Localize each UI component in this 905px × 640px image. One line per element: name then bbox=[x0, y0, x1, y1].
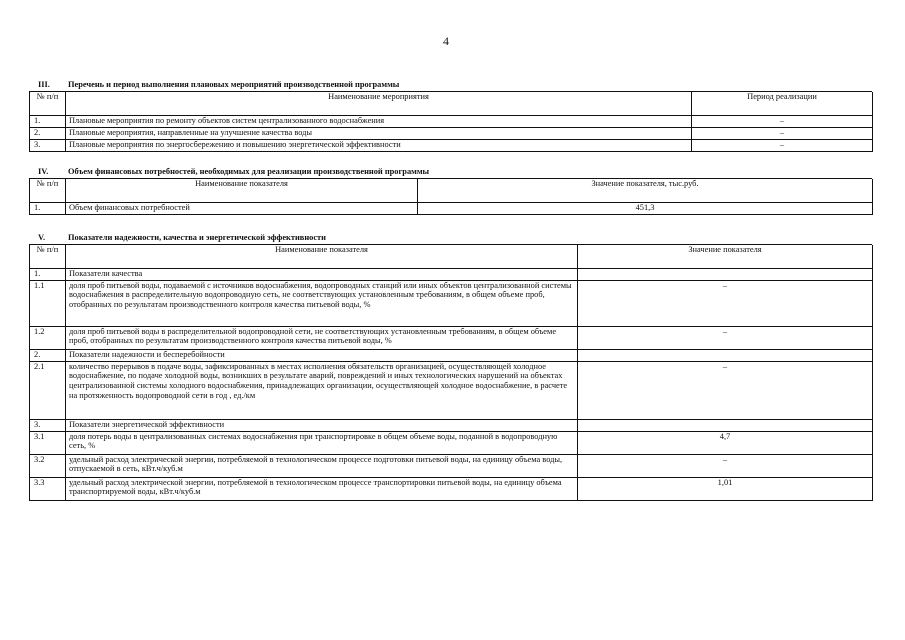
row-period: – bbox=[692, 127, 873, 139]
table-header-row bbox=[30, 179, 873, 202]
section-5-title bbox=[29, 233, 872, 245]
section-3-title bbox=[29, 80, 872, 92]
row-num: 1.2 bbox=[30, 326, 66, 349]
row-num: 3.2 bbox=[30, 454, 66, 477]
row-value: – bbox=[578, 454, 873, 477]
row-num: 1. bbox=[30, 268, 66, 280]
header-name: Наименование мероприятия bbox=[66, 92, 692, 115]
table-row bbox=[30, 127, 873, 139]
row-value bbox=[578, 268, 873, 280]
section-5-number: V. bbox=[38, 233, 46, 242]
row-num: 3.1 bbox=[30, 431, 66, 454]
row-name: Показатели энергетической эффективности bbox=[66, 419, 578, 431]
section-4-title-text: Объем финансовых потребностей, необходимых для реализации производственной программы bbox=[68, 167, 430, 176]
section-3-number: III. bbox=[38, 80, 50, 89]
header-num: № п/п bbox=[30, 179, 66, 202]
header-value: Значение показателя, тыс.руб. bbox=[418, 179, 873, 202]
section-5 bbox=[29, 233, 872, 501]
row-value: – bbox=[578, 361, 873, 419]
row-name: доля потерь воды в централизованных системах водоснабжения при транспортировке в общем объеме воды, поданной в водопроводную сеть, % bbox=[66, 431, 578, 454]
row-value bbox=[578, 349, 873, 361]
section-3-table bbox=[29, 92, 873, 152]
header-value: Значение показателя bbox=[578, 245, 873, 268]
row-value: 4,7 bbox=[578, 431, 873, 454]
table-row bbox=[30, 431, 873, 454]
table-row bbox=[30, 349, 873, 361]
header-name: Наименование показателя bbox=[66, 245, 578, 268]
table-row bbox=[30, 361, 873, 419]
section-5-title-text: Показатели надежности, качества и энергетической эффективности bbox=[68, 233, 326, 242]
table-header-row bbox=[30, 245, 873, 268]
row-name: Плановые мероприятия, направленные на улучшение качества воды bbox=[66, 127, 692, 139]
header-num: № п/п bbox=[30, 92, 66, 115]
section-4-number: IV. bbox=[38, 167, 49, 176]
header-name: Наименование показателя bbox=[66, 179, 418, 202]
table-row bbox=[30, 280, 873, 326]
row-num: 3.3 bbox=[30, 477, 66, 500]
row-period: – bbox=[692, 115, 873, 127]
row-value: 1,01 bbox=[578, 477, 873, 500]
table-row bbox=[30, 477, 873, 500]
row-name: количество перерывов в подаче воды, зафиксированных в местах исполнения обязательств организацией, осуществляющей холодное водоснабжение, по подаче холодной воды, возникших в результате аварий, повреждений и иных технологических нарушений на объектах централизованной системы холодного водоснабжения, принадлежащих организации, осуществляющей холодное водоснабжение, в расчете на протяженность водопроводной сети в год , ед./км bbox=[66, 361, 578, 419]
row-period: – bbox=[692, 139, 873, 151]
header-num: № п/п bbox=[30, 245, 66, 268]
table-row bbox=[30, 139, 873, 151]
row-num: 2.1 bbox=[30, 361, 66, 419]
section-4-title bbox=[29, 167, 872, 179]
row-num: 3. bbox=[30, 139, 66, 151]
row-value: 451,3 bbox=[418, 202, 873, 214]
row-num: 3. bbox=[30, 419, 66, 431]
table-row bbox=[30, 326, 873, 349]
table-row bbox=[30, 454, 873, 477]
row-name: Показатели надежности и бесперебойности bbox=[66, 349, 578, 361]
row-num: 1. bbox=[30, 202, 66, 214]
row-num: 2. bbox=[30, 127, 66, 139]
header-period: Период реализации bbox=[692, 92, 873, 115]
row-value: – bbox=[578, 326, 873, 349]
row-name: Объем финансовых потребностей bbox=[66, 202, 418, 214]
row-name: Плановые мероприятия по энергосбережению и повышению энергетической эффективности bbox=[66, 139, 692, 151]
row-name: доля проб питьевой воды, подаваемой с источников водоснабжения, водопроводных станций или иных объектов централизованной системы водоснабжения в распределительную водопроводную сеть, не соответствующих установленным требованиям, в общем объеме проб, отобранных по результатам производственного контроля качества питьевой воды, % bbox=[66, 280, 578, 326]
section-5-table bbox=[29, 245, 873, 501]
section-3 bbox=[29, 80, 872, 152]
row-value bbox=[578, 419, 873, 431]
row-num: 2. bbox=[30, 349, 66, 361]
section-4 bbox=[29, 167, 872, 215]
row-num: 1.1 bbox=[30, 280, 66, 326]
row-num: 1. bbox=[30, 115, 66, 127]
row-name: Показатели качества bbox=[66, 268, 578, 280]
row-name: Плановые мероприятия по ремонту объектов систем централизованного водоснабжения bbox=[66, 115, 692, 127]
page-number: 4 bbox=[443, 34, 449, 48]
table-row bbox=[30, 115, 873, 127]
table-row bbox=[30, 202, 873, 214]
section-3-title-text: Перечень и период выполнения плановых мероприятий производственной программы bbox=[68, 80, 400, 89]
section-4-table bbox=[29, 179, 873, 215]
table-row bbox=[30, 268, 873, 280]
row-name: удельный расход электрической энергии, потребляемой в технологическом процессе подготовки питьевой воды, на единицу объема воды, отпускаемой в сеть, кВт.ч/куб.м bbox=[66, 454, 578, 477]
row-value: – bbox=[578, 280, 873, 326]
row-name: удельный расход электрической энергии, потребляемой в технологическом процессе транспортировки питьевой воды, на единицу объема транспортируемой воды, кВт.ч/куб.м bbox=[66, 477, 578, 500]
row-name: доля проб питьевой воды в распределительной водопроводной сети, не соответствующих установленным требованиям, в общем объеме проб, отобранных по результатам производственного контроля качества питьевой воды, % bbox=[66, 326, 578, 349]
table-header-row bbox=[30, 92, 873, 115]
table-row bbox=[30, 419, 873, 431]
